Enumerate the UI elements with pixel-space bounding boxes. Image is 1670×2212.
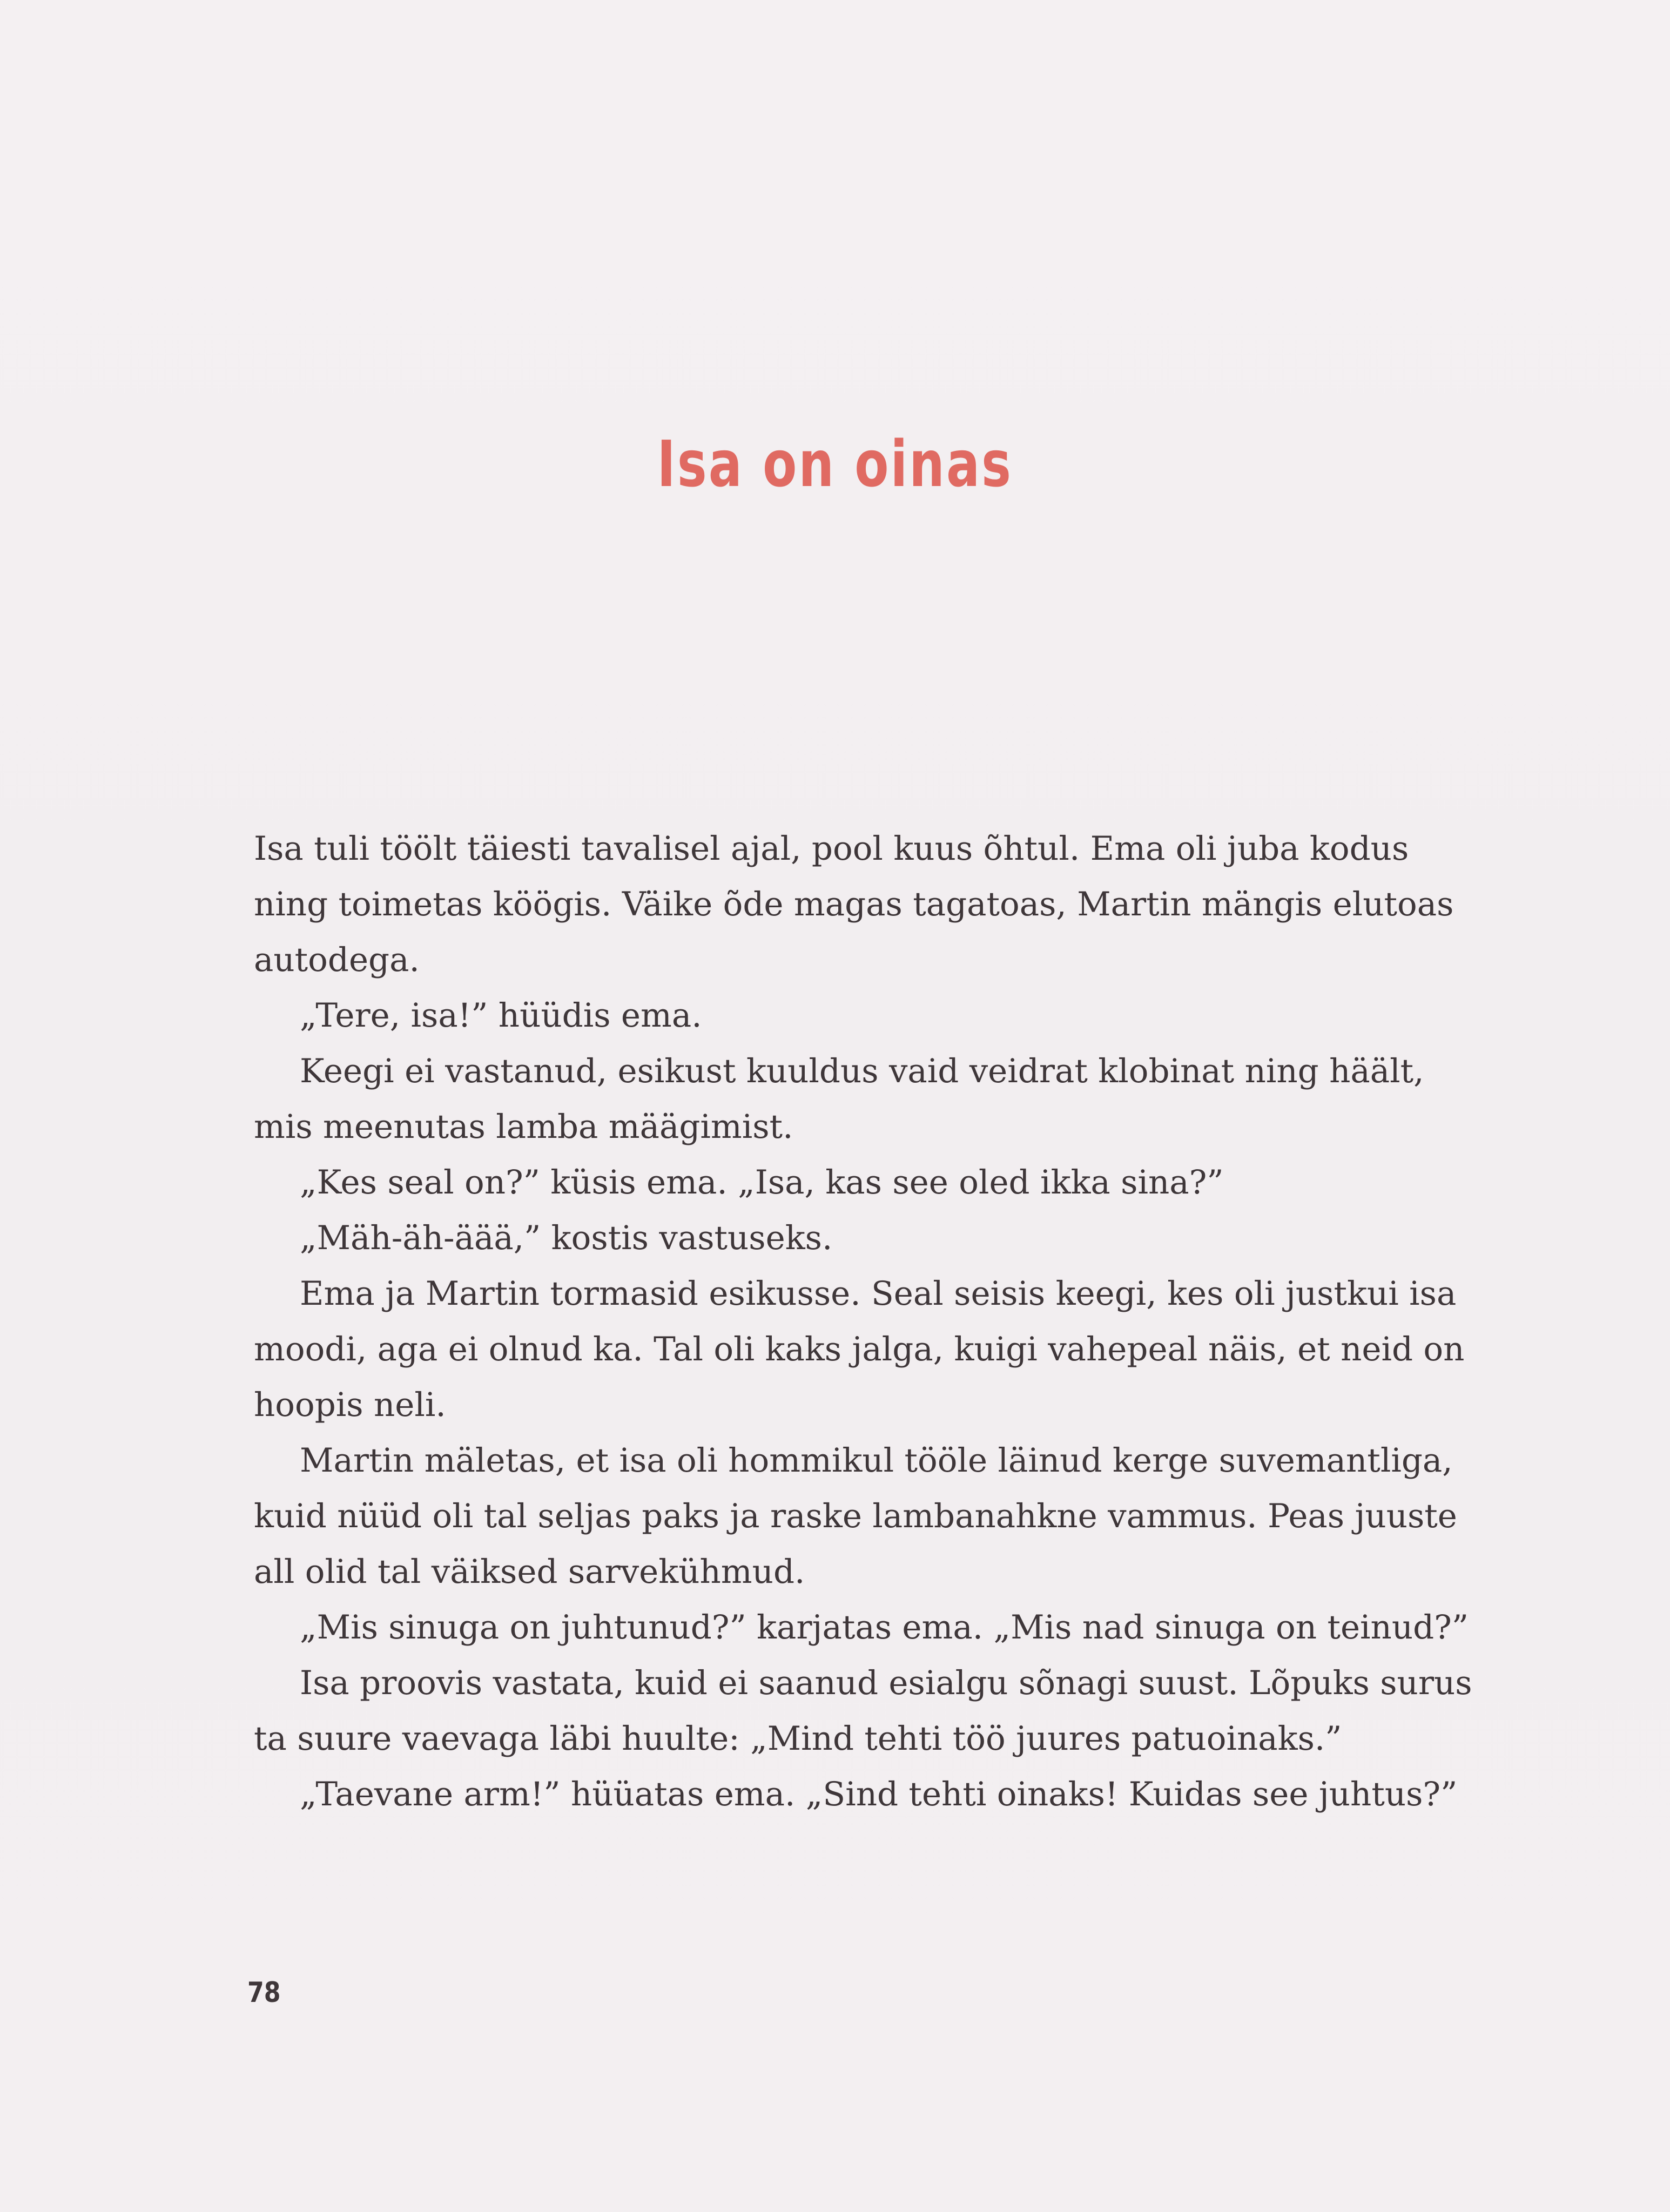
chapter-body [254, 821, 1474, 1822]
paragraph: „Mis sinuga on juhtunud?” karjatas ema. „Mis nad sinuga on teinud?” [300, 1608, 1469, 1647]
paragraph: „Taevane arm!” hüüatas ema. „Sind tehti oinaks! Kuidas see juhtus?” [300, 1775, 1458, 1813]
paragraph: Isa proovis vastata, kuid ei saanud esialgu sõnagi suust. Lõpuks surus ta suure vaevaga läbi huulte: „Mind tehti töö juures patuoinaks.” [254, 1664, 1472, 1758]
paragraph: „Tere, isa!” hüüdis ema. [300, 996, 702, 1035]
paragraph: Ema ja Martin tormasid esikusse. Seal seisis keegi, kes oli justkui isa moodi, aga ei olnud ka. Tal oli kaks jalga, kuigi vahepeal näis, et neid on hoopis neli. [254, 1274, 1465, 1424]
chapter-title: Isa on oinas [657, 427, 1013, 501]
paragraph: Isa tuli töölt täiesti tavalisel ajal, pool kuus õhtul. Ema oli juba kodus ning toimetas köögis. Väike õde magas tagatoas, Martin mängis elutoas autodega. [254, 830, 1454, 979]
page-number: 78 [247, 1977, 281, 2009]
paragraph: „Mäh-äh-äää,” kostis vastuseks. [300, 1219, 833, 1257]
paragraph: Martin mäletas, et isa oli hommikul tööle läinud kerge suvemantliga, kuid nüüd oli tal seljas paks ja raske lambanahkne vammus. Peas juuste all olid tal väiksed sarvekühmud. [254, 1441, 1457, 1591]
paragraph: Keegi ei vastanud, esikust kuuldus vaid veidrat klobinat ning häält, mis meenutas lamba määgimist. [254, 1052, 1424, 1146]
paragraph: „Kes seal on?” küsis ema. „Isa, kas see oled ikka sina?” [300, 1163, 1224, 1202]
